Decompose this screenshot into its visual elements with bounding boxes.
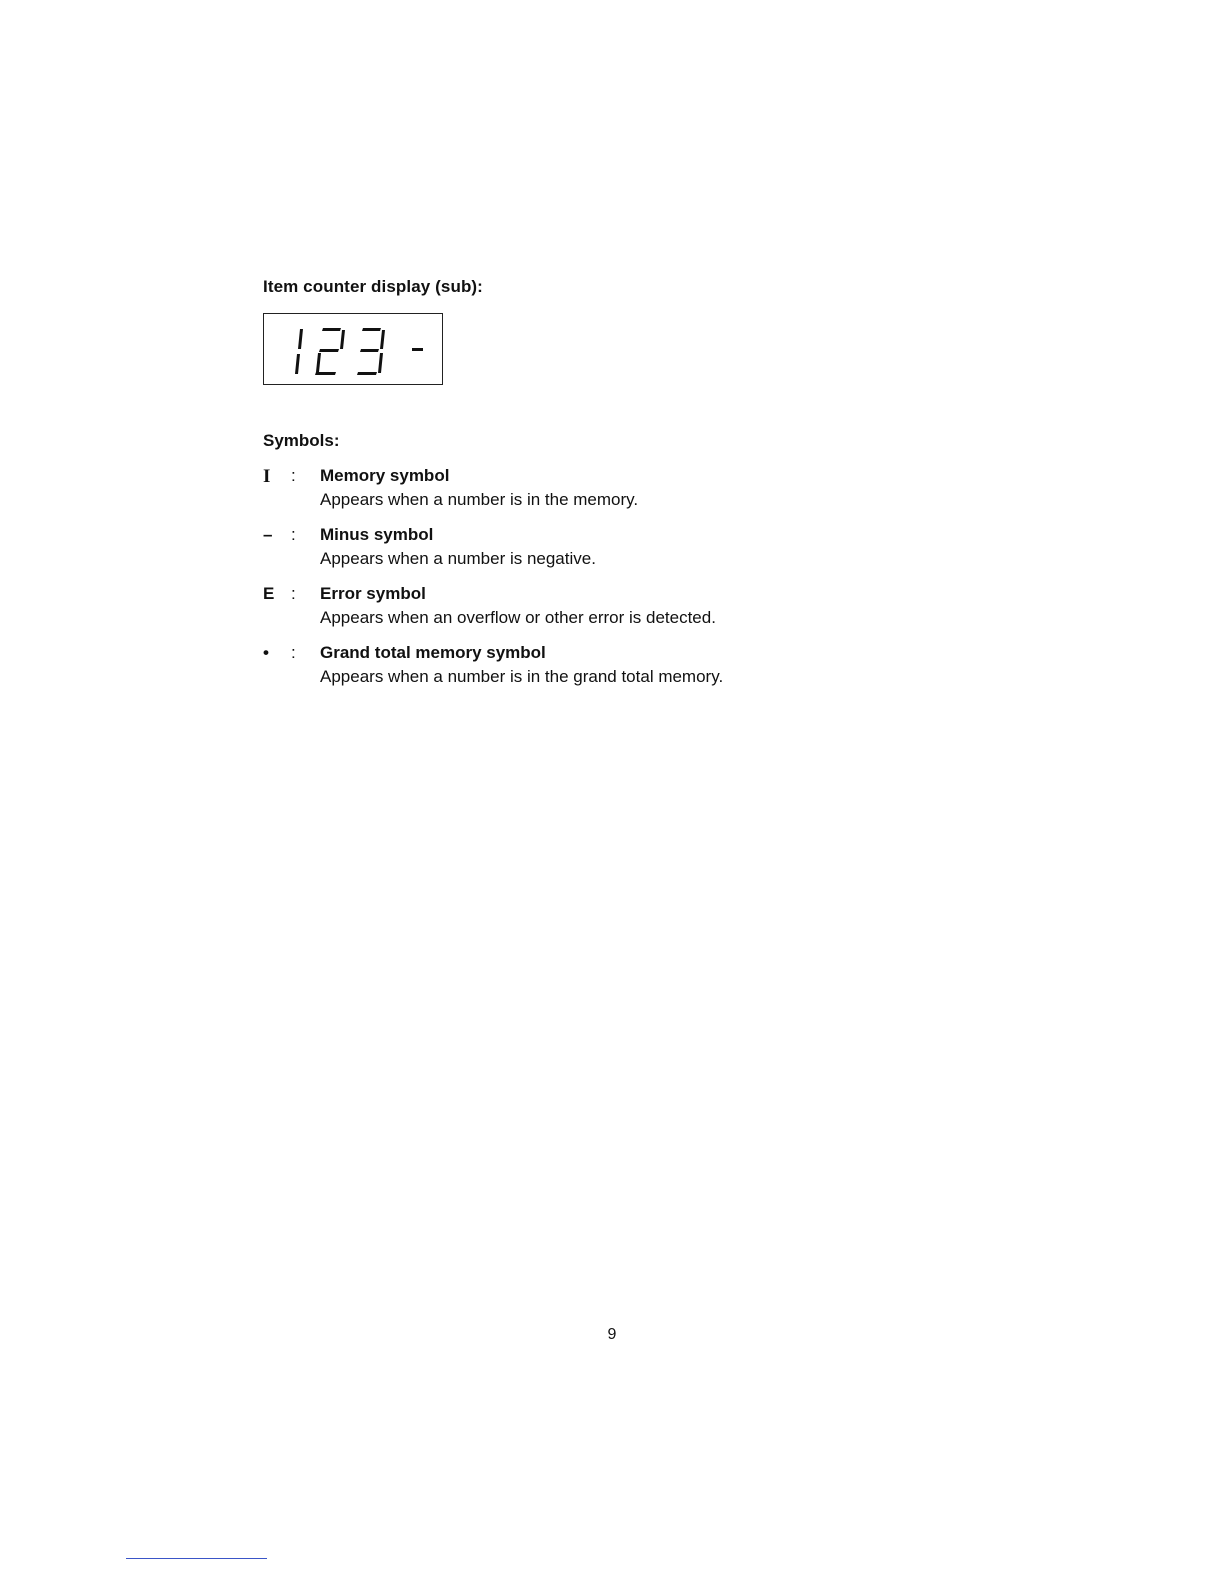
- symbol-separator: :: [291, 643, 296, 662]
- symbol-description: Appears when an overflow or other error is detected.: [320, 608, 716, 627]
- symbol-item-minus: [263, 525, 863, 575]
- symbol-item-memory: [263, 466, 863, 516]
- page-number: 9: [607, 1326, 617, 1343]
- footer-rule: [126, 1558, 267, 1559]
- symbol-separator: :: [291, 584, 296, 603]
- grand-total-symbol-glyph: •: [263, 643, 269, 662]
- symbol-separator: :: [291, 466, 296, 485]
- lcd-digit-1: [295, 329, 303, 374]
- error-symbol-glyph: E: [263, 584, 275, 603]
- seven-segment-readout: [264, 314, 444, 386]
- symbol-name: Error symbol: [320, 584, 426, 603]
- symbol-item-error: [263, 584, 863, 634]
- symbol-description: Appears when a number is negative.: [320, 549, 596, 568]
- symbol-description: Appears when a number is in the grand total memory.: [320, 667, 724, 686]
- lcd-digit-3: [357, 328, 385, 375]
- symbol-description: Appears when a number is in the memory.: [320, 490, 639, 509]
- item-counter-display: [263, 313, 443, 385]
- lcd-digit-2: [315, 328, 345, 375]
- symbol-separator: :: [291, 525, 296, 544]
- minus-symbol-glyph: –: [263, 525, 273, 544]
- symbol-name: Memory symbol: [320, 466, 450, 485]
- lcd-minus-sign: [412, 348, 423, 351]
- symbols-heading: Symbols:: [263, 431, 340, 450]
- memory-symbol-glyph: I: [263, 466, 271, 487]
- symbol-item-grand-total: [263, 643, 863, 693]
- symbol-name: Grand total memory symbol: [320, 643, 546, 662]
- symbol-name: Minus symbol: [320, 525, 434, 544]
- section-title: Item counter display (sub):: [263, 277, 483, 296]
